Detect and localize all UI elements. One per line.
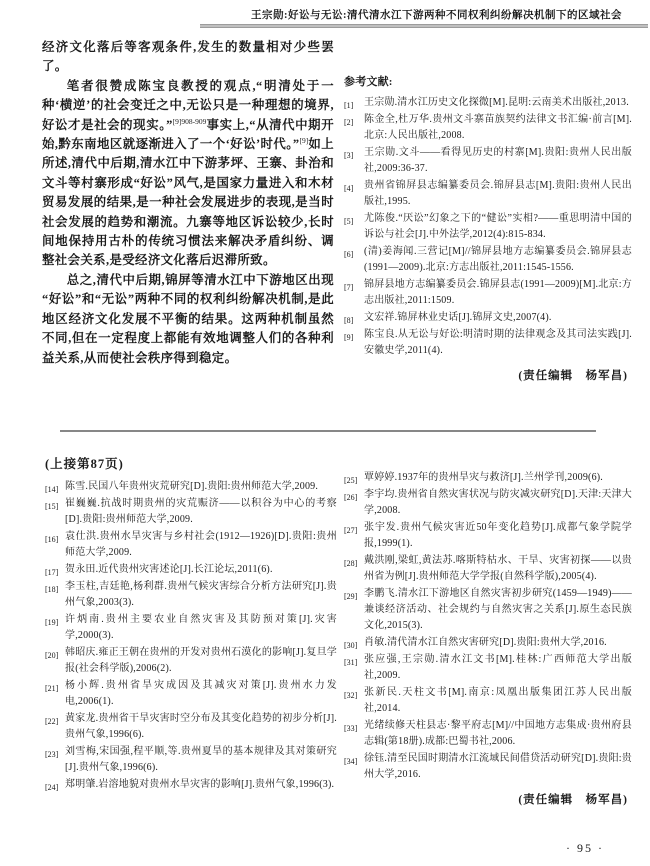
reference-text: 李鹏飞.清水江下游地区自然灾害初步研究(1459—1949)——兼谈经济活动、社会规约与自然灾害之关系[J].原生态民族文化,2015(3). xyxy=(364,588,632,631)
reference-number: [3] xyxy=(344,150,354,160)
reference-number: [34] xyxy=(344,756,358,766)
reference-text: 贵州省锦屏县志编纂委员会.锦屏县志[M].贵阳:贵州人民出版社,1995. xyxy=(364,180,632,207)
reference-number: [33] xyxy=(344,723,358,733)
reference-number: [6] xyxy=(344,249,354,259)
reference-text: 王宗勋.清水江历史文化探微[M].昆明:云南美术出版社,2013. xyxy=(364,97,629,108)
reference-item xyxy=(45,678,337,710)
reference-text: 杨小辉.贵州省旱灾成因及其减灾对策[J].贵州水力发电,2006(1). xyxy=(65,680,337,707)
reference-number: [8] xyxy=(344,315,354,325)
reference-number: [15] xyxy=(45,501,59,511)
reference-item xyxy=(45,496,337,528)
reference-text: 郑明肇.岩溶地貌对贵州水旱灾害的影响[J].贵州气象,1996(3). xyxy=(65,779,335,790)
reference-number: [27] xyxy=(344,525,358,535)
reference-text: 许炳南.贵州主要农业自然灾害及其防预对策[J].灾害学,2000(3). xyxy=(65,614,337,641)
reference-number: [17] xyxy=(45,567,59,577)
reference-item xyxy=(45,711,337,743)
reference-item xyxy=(45,479,337,495)
reference-text: 文宏祥.锦屏林业史话[J].锦屏文史,2007(4). xyxy=(364,312,552,323)
reference-item xyxy=(344,310,632,326)
paragraph-text: 事实上,“从清代中期开始,黔东南地区就逐渐进入了一个‘好讼’时代。” xyxy=(42,117,334,152)
reference-text: 戴洪刚,梁虹,黄法苏.喀斯特枯水、干旱、灾害初探——以贵州省为例[J].贵州师范大学学报(自然科学版),2005(4). xyxy=(364,555,632,582)
reference-item xyxy=(344,470,632,486)
reference-number: [18] xyxy=(45,584,59,594)
reference-item xyxy=(344,685,632,717)
reference-number: [28] xyxy=(344,558,358,568)
reference-number: [4] xyxy=(344,183,354,193)
reference-text: 覃婷婷.1937年的贵州旱灾与救济[J].兰州学刊,2009(6). xyxy=(364,472,604,483)
reference-text: 李宇均.贵州省自然灾害状况与防灾减灾研究[D].天津:天津大学,2008. xyxy=(364,489,632,516)
reference-number: [5] xyxy=(344,216,354,226)
reference-number: [22] xyxy=(45,716,59,726)
reference-text: 王宗勋.文斗——看得见历史的村寨[M].贵阳:贵州人民出版社,2009:36-37. xyxy=(364,147,632,174)
reference-number: [24] xyxy=(45,782,59,792)
article-paragraph: 总之,清代中后期,锦屏等清水江中下游地区出现“好讼”和“无讼”两种不同的权利纠纷解决机制,是此地区经济文化发展不平衡的结果。这两种机制虽然不同,但在一定程度上都能有效地调整人们的各种利益关系,从而使社会秩序得到稳定。 xyxy=(42,272,334,365)
reference-text: 张新民.天柱文书[M].南京:凤凰出版集团江苏人民出版社,2014. xyxy=(364,687,632,714)
reference-item xyxy=(45,612,337,644)
citation-superscript: [9]908-909 xyxy=(172,116,207,126)
reference-number: [21] xyxy=(45,683,59,693)
reference-number: [32] xyxy=(344,690,358,700)
reference-number: [23] xyxy=(45,749,59,759)
reference-item xyxy=(344,178,632,210)
reference-item xyxy=(344,586,632,634)
reference-item xyxy=(344,112,632,144)
running-title: 王宗勋:好讼与无讼:清代清水江下游两种不同权利纠纷解决机制下的区域社会 xyxy=(251,10,622,21)
reference-item xyxy=(344,95,632,111)
reference-text: 肖敏.清代清水江自然灾害研究[D].贵阳:贵州大学,2016. xyxy=(364,637,607,648)
reference-number: [29] xyxy=(344,591,358,601)
reference-text: 徐钰.清至民国时期清水江流域民间借贷活动研究[D].贵阳:贵州大学,2016. xyxy=(364,753,632,780)
reference-text: 刘雪梅,宋国强,程平顺,等.贵州夏旱的基本规律及其对策研究[J].贵州气象,1996(6). xyxy=(65,746,337,773)
reference-item xyxy=(45,645,337,677)
reference-text: 袁仕洪.贵州水旱灾害与乡村社会(1912—1926)[D].贵阳:贵州师范大学,2009. xyxy=(65,531,337,558)
reference-number: [14] xyxy=(45,484,59,494)
article-paragraph xyxy=(42,77,334,271)
reference-text: 韩昭庆.雍正王朝在贵州的开发对贵州石漠化的影响[J].复旦学报(社会科学版),2006(2). xyxy=(65,647,337,674)
reference-number: [2] xyxy=(344,117,354,127)
paragraph-text: 如上所述,清代中后期,清水江中下游茅坪、王寨、卦治和文斗等村寨形成“好讼”风气,是国家力量进入和木材贸易发展的结果,是一种社会发展进步的表现,是当时社会发展的趋势和潮流。九寨等地区诉讼较少,长时间地保持用古朴的传统习惯法来解决矛盾纠纷、调整社会关系,是受经济文化落后迟滞所致。 xyxy=(42,137,334,268)
editor-note: (责任编辑 杨军昌) xyxy=(518,370,628,382)
reference-text: 张应强,王宗勋.清水江文书[M].桂林:广西师范大学出版社,2009. xyxy=(364,654,632,681)
reference-text: 陈雪.民国八年贵州灾荒研究[D].贵阳:贵州师范大学,2009. xyxy=(65,481,319,492)
reference-list xyxy=(344,95,632,359)
reference-item xyxy=(45,529,337,561)
reference-number: [16] xyxy=(45,534,59,544)
reference-text: 李玉柱,吉廷艳,杨利群.贵州气候灾害综合分析方法研究[J].贵州气象,2003(3). xyxy=(65,581,337,608)
reference-list xyxy=(344,470,632,783)
reference-item xyxy=(45,579,337,611)
reference-number: [25] xyxy=(344,475,358,485)
reference-number: [20] xyxy=(45,650,59,660)
citation-superscript: [9] xyxy=(299,135,309,145)
paragraph-text: 笔者很赞成陈宝良教授的观点,“明清处于一种‘横逆’的社会变迁之中,无讼只是一种理想的境界,好讼才是社会的现实。” xyxy=(42,78,334,132)
reference-item xyxy=(45,744,337,776)
reference-item xyxy=(344,553,632,585)
reference-item xyxy=(344,520,632,552)
continued-references-right-column xyxy=(344,470,632,808)
reference-text: 光绪续修天柱县志·黎平府志[M]//中国地方志集成·贵州府县志辑(第18册).成都:巴蜀书社,2006. xyxy=(364,720,632,747)
article-paragraph: 经济文化落后等客观条件,发生的数量相对少些罢了。 xyxy=(42,40,334,74)
continued-references-left-column xyxy=(45,456,337,794)
references-column xyxy=(344,74,632,384)
reference-item xyxy=(344,652,632,684)
reference-text: 张宇发.贵州气候灾害近50年变化趋势[J].成都气象学院学报,1999(1). xyxy=(364,522,632,549)
reference-item xyxy=(344,211,632,243)
reference-number: [26] xyxy=(344,492,358,502)
reference-text: 陈金全,杜万华.贵州文斗寨苗族契约法律文书汇编·前言[M].北京:人民出版社,2008. xyxy=(364,114,632,141)
reference-item xyxy=(344,718,632,750)
reference-list xyxy=(45,479,337,793)
reference-item xyxy=(344,277,632,309)
reference-number: [30] xyxy=(344,640,358,650)
reference-text: 贺永田.近代贵州灾害述论[J].长江论坛,2011(6). xyxy=(65,564,273,575)
reference-number: [7] xyxy=(344,282,354,292)
reference-text: (清)姜海闻.三营记[M]//锦屏县地方志编纂委员会.锦屏县志(1991—2009).北京:方志出版社,2011:1545-1556. xyxy=(364,246,632,273)
reference-number: [19] xyxy=(45,617,59,627)
reference-item xyxy=(45,777,337,793)
section-divider xyxy=(60,430,596,432)
reference-text: 尤陈俊.“厌讼”幻象之下的“健讼”实相?——重思明清中国的诉讼与社会[J].中外法学,2012(4):815-834. xyxy=(364,213,632,240)
reference-item xyxy=(344,635,632,651)
continued-from-heading: (上接第87页) xyxy=(45,457,124,471)
reference-item xyxy=(344,327,632,359)
references-heading: 参考文献: xyxy=(344,76,393,88)
reference-item xyxy=(344,244,632,276)
reference-number: [1] xyxy=(344,100,354,110)
reference-item xyxy=(344,751,632,783)
reference-number: [9] xyxy=(344,332,354,342)
reference-number: [31] xyxy=(344,657,358,667)
reference-text: 黄家龙.贵州省干旱灾害时空分布及其变化趋势的初步分析[J].贵州气象,1996(6). xyxy=(65,713,337,740)
header-rule xyxy=(200,24,648,28)
page-number: · 95 · xyxy=(566,841,604,855)
editor-note: (责任编辑 杨军昌) xyxy=(518,794,628,806)
reference-item xyxy=(344,145,632,177)
reference-text: 陈宝良.从无讼与好讼:明清时期的法律观念及其司法实践[J].安徽史学,2011(4). xyxy=(364,329,632,356)
article-body-column xyxy=(42,38,334,368)
reference-item xyxy=(344,487,632,519)
reference-text: 锦屏县地方志编纂委员会.锦屏县志(1991—2009)[M].北京:方志出版社,2011:1509. xyxy=(364,279,632,306)
reference-item xyxy=(45,562,337,578)
reference-text: 崔巍巍.抗战时期贵州的灾荒赈济——以积谷为中心的考察[D].贵阳:贵州师范大学,2009. xyxy=(65,498,337,525)
